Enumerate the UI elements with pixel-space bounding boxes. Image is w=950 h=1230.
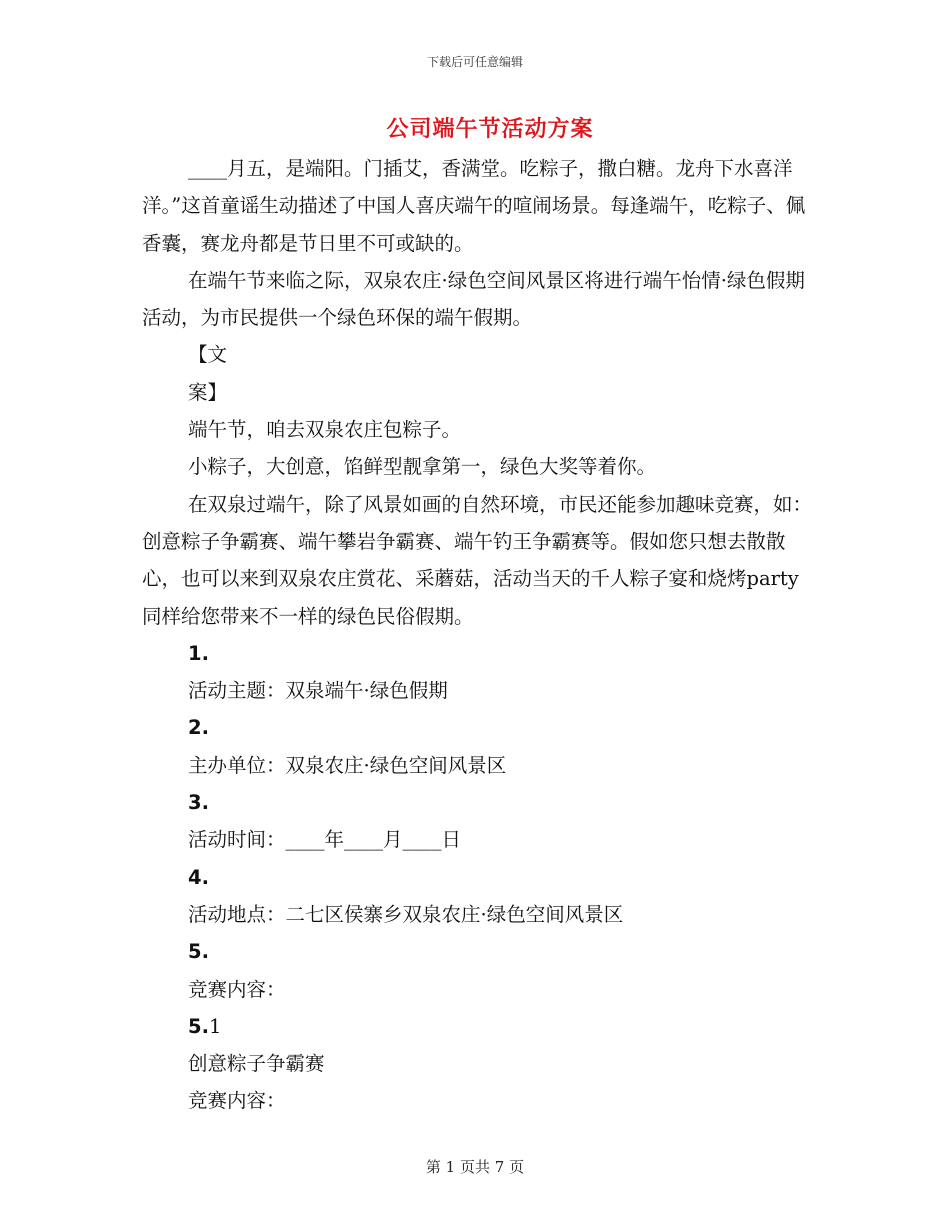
item-text: 活动地点：二七区侯寨乡双泉农庄·绿色空间风景区: [188, 902, 624, 926]
paragraph-event-intro: 在端午节来临之际，双泉农庄·绿色空间风景区将进行端午怡情·绿色假期活动，为市民提供一个绿色环保的端午假期。: [142, 268, 805, 330]
sub-item-number-tail: 1: [208, 1014, 222, 1038]
item-number: 1.: [188, 641, 209, 665]
item-text: 竞赛内容：: [188, 977, 286, 1001]
slogan-line: 端午节，咱去双泉农庄包粽子。: [188, 418, 462, 442]
document-body: [142, 150, 812, 1120]
item-text: 活动时间：____年____月____日: [188, 828, 462, 852]
document-title: 公司端午节活动方案: [386, 116, 594, 142]
sub-item-title: 创意粽子争霸赛: [188, 1052, 325, 1076]
item-number: 2.: [188, 716, 209, 740]
item-number: 5.: [188, 940, 209, 964]
wenan-heading-part2: 案】: [188, 380, 228, 404]
item-number: 3.: [188, 791, 209, 815]
header-note: 下载后可任意编辑: [426, 55, 523, 69]
paragraph-activities: 在双泉过端午，除了风景如画的自然环境，市民还能参加趣味竞赛，如：创意粽子争霸赛、端午攀岩争霸赛、端午钓王争霸赛等。假如您只想去散散心，也可以来到双泉农庄赏花、采蘑菇，活动当天的千人粽子宴和烧烤party同样给您带来不一样的绿色民俗假期。: [142, 492, 813, 628]
sub-item-number: [142, 1008, 812, 1045]
item-text: 活动主题：双泉端午·绿色假期: [188, 679, 448, 703]
sub-item-content-label: 竞赛内容：: [188, 1089, 286, 1113]
sub-item-number-main: 5.: [188, 1014, 209, 1038]
slogan-line: 小粽子，大创意，馅鲜型靓拿第一，绿色大奖等着你。: [188, 455, 657, 479]
wenan-heading-part1: 【文: [188, 343, 228, 367]
paragraph-intro-rhyme: ____月五，是端阳。门插艾，香满堂。吃粽子，撒白糖。龙舟下水喜洋洋。”这首童谣生动描述了中国人喜庆端午的喧闹场景。每逢端午，吃粽子、佩香囊，赛龙舟都是节日里不可或缺的。: [142, 157, 806, 255]
item-number: 4.: [188, 865, 209, 889]
page-number: 第 1 页共 7 页: [425, 1158, 525, 1176]
item-text: 主办单位：双泉农庄·绿色空间风景区: [188, 753, 507, 777]
